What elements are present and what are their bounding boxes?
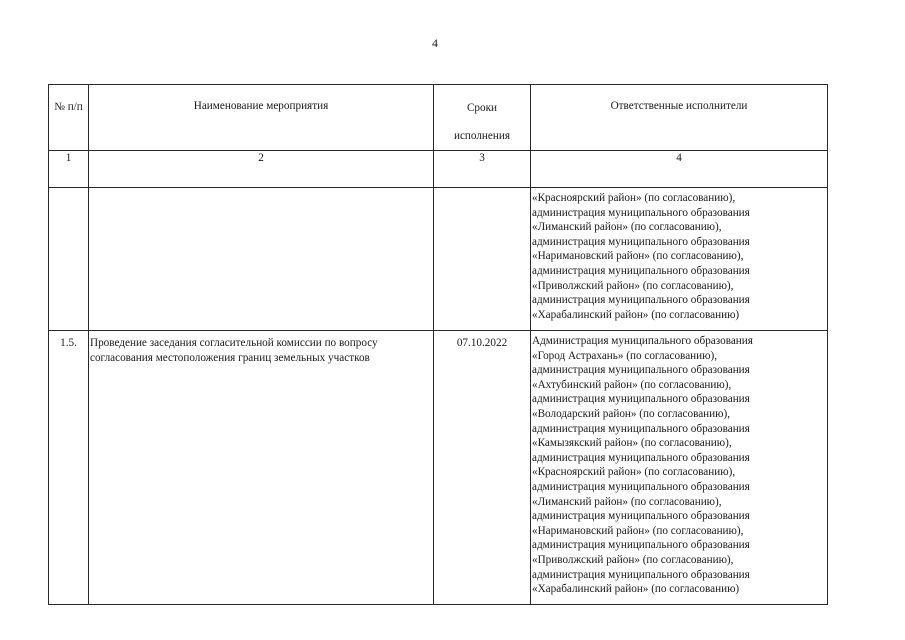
- responsible-line: администрация муниципального образования: [532, 451, 750, 464]
- responsible-line: «Наримановский район» (по согласованию),: [532, 524, 744, 537]
- header-number-cell: [49, 85, 89, 151]
- header-responsible: Ответственные исполнители: [610, 100, 748, 112]
- row-responsible: [531, 188, 828, 331]
- column-number: 4: [531, 151, 828, 188]
- responsible-line: «Лиманский район» (по согласованию),: [532, 221, 722, 234]
- responsible-line: администрация муниципального образования: [532, 294, 750, 307]
- header-responsible-cell: [531, 85, 828, 151]
- table-row-continued: [49, 188, 828, 331]
- column-number: 1: [49, 151, 89, 188]
- responsible-line: администрация муниципального образования: [532, 393, 750, 406]
- header-deadline-cell: [434, 85, 531, 151]
- column-numbers-row: [49, 151, 828, 188]
- header-activity-cell: [89, 85, 434, 151]
- responsible-line: «Красноярский район» (по согласованию),: [532, 466, 736, 479]
- row-date: [434, 188, 531, 331]
- table-header-row: [49, 85, 828, 151]
- responsible-line: «Приволжский район» (по согласованию),: [532, 279, 734, 292]
- responsible-line: администрация муниципального образования: [532, 510, 750, 523]
- page-number: 4: [432, 36, 438, 50]
- table-row-1-5: [49, 331, 828, 605]
- responsible-line: администрация муниципального образования: [532, 480, 750, 493]
- row-responsible: [531, 331, 828, 605]
- column-number: 3: [434, 151, 531, 188]
- action-plan-table: [48, 84, 828, 605]
- responsible-line: «Харабалинский район» (по согласованию): [532, 308, 740, 321]
- row-date: 07.10.2022: [434, 331, 531, 605]
- responsible-line: «Володарский район» (по согласованию),: [532, 407, 731, 420]
- header-deadline-line2: исполнения: [453, 130, 511, 142]
- responsible-line: администрация муниципального образования: [532, 264, 750, 277]
- responsible-line: администрация муниципального образования: [532, 206, 750, 219]
- responsible-line: «Красноярский район» (по согласованию),: [532, 192, 736, 204]
- responsible-line: Администрация муниципального образования: [532, 335, 753, 347]
- responsible-line: администрация муниципального образования: [532, 568, 750, 581]
- responsible-line: «Приволжский район» (по согласованию),: [532, 553, 734, 566]
- header-activity: Наименование мероприятия: [193, 100, 329, 112]
- row-index: 1.5.: [49, 331, 89, 605]
- responsible-line: «Наримановский район» (по согласованию),: [532, 250, 744, 263]
- header-deadline-line1: Сроки: [466, 102, 498, 114]
- responsible-line: администрация муниципального образования: [532, 539, 750, 552]
- row-activity: [89, 188, 434, 331]
- column-number: 2: [89, 151, 434, 188]
- responsible-line: администрация муниципального образования: [532, 364, 750, 377]
- header-number: № п/п: [54, 101, 83, 113]
- responsible-line: администрация муниципального образования: [532, 422, 750, 435]
- responsible-line: «Ахтубинский район» (по согласованию),: [532, 378, 732, 391]
- row-index: [49, 188, 89, 331]
- responsible-line: администрация муниципального образования: [532, 235, 750, 248]
- row-activity: Проведение заседания согласительной комиссии по вопросу согласования местоположения границ земельных участков: [89, 331, 434, 605]
- responsible-line: «Камызякский район» (по согласованию),: [532, 437, 732, 450]
- responsible-line: «Город Астрахань» (по согласованию),: [532, 349, 718, 362]
- responsible-line: «Харабалинский район» (по согласованию): [532, 583, 740, 596]
- responsible-line: «Лиманский район» (по согласованию),: [532, 495, 722, 508]
